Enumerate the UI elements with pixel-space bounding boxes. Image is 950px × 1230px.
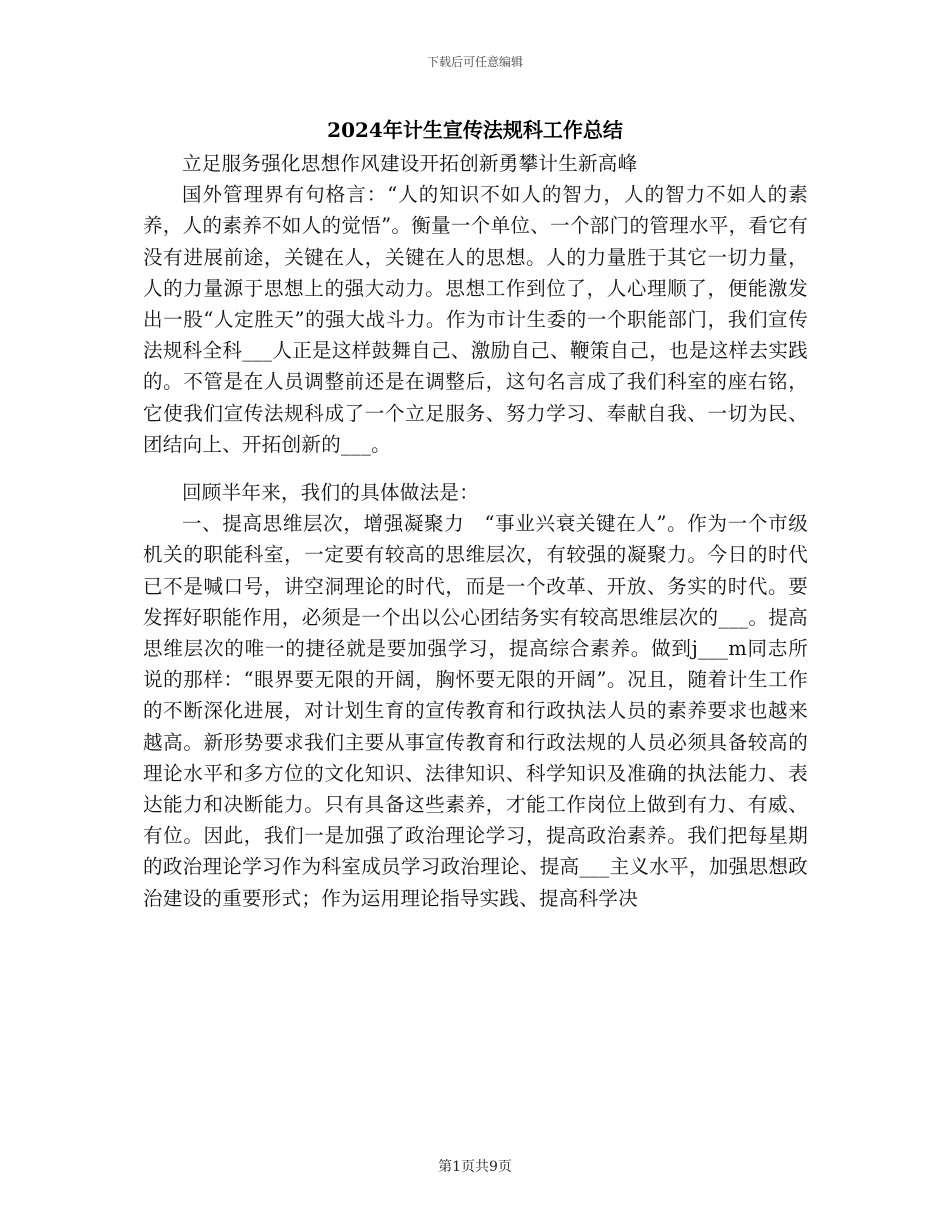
document-body bbox=[143, 148, 808, 914]
paragraph: 一、提高思维层次，增强凝聚力 “事业兴衰关键在人”。作为一个市级机关的职能科室，一定要有较高的思维层次，有较强的凝聚力。今日的时代已不是喊口号，讲空洞理论的时代，而是一个改革、开放、务实的时代。要发挥好职能作用，必须是一个出以公心团结务实有较高思维层次的___。提高思维层次的唯一的捷径就是要加强学习，提高综合素养。做到j___m同志所说的那样：“眼界要无限的开阔，胸怀要无限的开阔”。况且，随着计生工作的不断深化进展，对计划生育的宣传教育和行政执法人员的素养要求也越来越高。新形势要求我们主要从事宣传教育和行政法规的人员必须具备较高的理论水平和多方位的文化知识、法律知识、科学知识及准确的执法能力、表达能力和决断能力。只有具备这些素养，才能工作岗位上做到有力、有威、有位。因此，我们一是加强了政治理论学习，提高政治素养。我们把每星期的政治理论学习作为科室成员学习政治理论、提高___主义水平，加强思想政治建设的重要形式；作为运用理论指导实践、提高科学决 bbox=[143, 512, 808, 910]
document-title: 2024年计生宣传法规科工作总结 bbox=[327, 118, 623, 142]
paragraph: 回顾半年来，我们的具体做法是： bbox=[182, 481, 480, 505]
header-note: 下载后可任意编辑 bbox=[426, 55, 523, 69]
paragraph: 国外管理界有句格言：“人的知识不如人的智力，人的智力不如人的素养，人的素养不如人的觉悟”。衡量一个单位、一个部门的管理水平，看它有没有进展前途，关键在人，关键在人的思想。人的力量胜于其它一切力量，人的力量源于思想上的强大动力。思想工作到位了，人心理顺了，便能激发出一股“人定胜天”的强大战斗力。作为市计生委的一个职能部门，我们宣传法规科全科___人正是这样鼓舞自己、激励自己、鞭策自己，也是这样去实践的。不管是在人员调整前还是在调整后，这句名言成了我们科室的座右铭，它使我们宣传法规科成了一个立足服务、努力学习、奉献自我、一切为民、团结向上、开拓创新的___。 bbox=[143, 183, 808, 456]
document-subtitle: 立足服务强化思想作风建设开拓创新勇攀计生新高峰 bbox=[182, 152, 638, 175]
page-number: 第1页共9页 bbox=[438, 1159, 512, 1175]
